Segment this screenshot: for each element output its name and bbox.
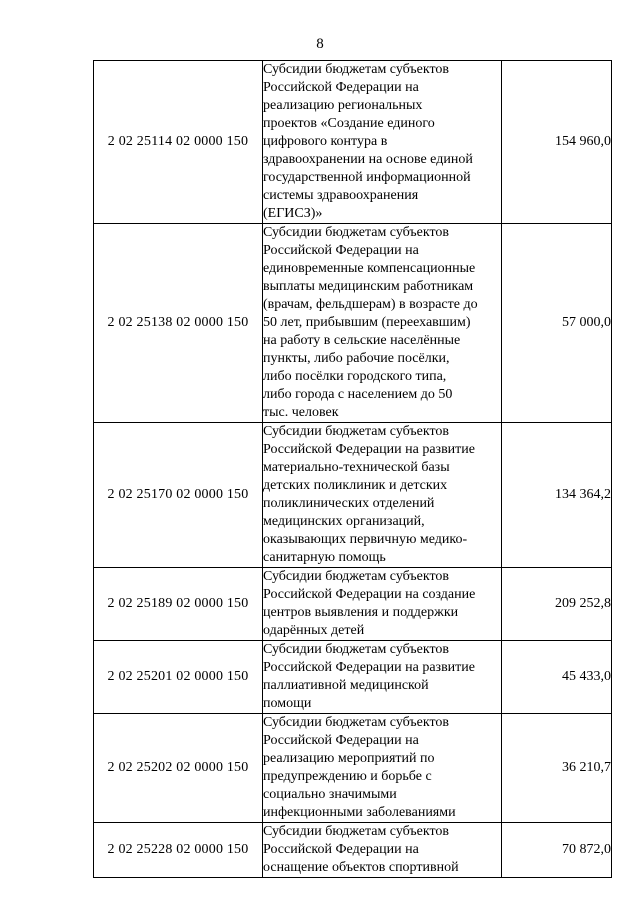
description-line: одарённых детей — [263, 623, 365, 638]
description-line: либо города с населением до 50 — [263, 387, 453, 402]
budget-code: 2 02 25138 02 0000 150 — [94, 224, 263, 423]
budget-table — [93, 60, 612, 878]
table-row — [94, 224, 612, 423]
description-line: оснащение объектов спортивной — [263, 860, 459, 875]
amount: 154 960,0 — [502, 61, 612, 224]
amount: 57 000,0 — [502, 224, 612, 423]
description-line: санитарную помощь — [263, 550, 386, 565]
budget-code: 2 02 25202 02 0000 150 — [94, 714, 263, 823]
table-row — [94, 61, 612, 224]
description-line: оказывающих первичную медико- — [263, 532, 468, 547]
description-line: паллиативной медицинской — [263, 678, 429, 693]
description-line: (ЕГИСЗ)» — [263, 206, 323, 221]
description-line: либо посёлки городского типа, — [263, 369, 447, 384]
description-line: поликлинических отделений — [263, 496, 435, 511]
description — [263, 641, 502, 714]
budget-code: 2 02 25114 02 0000 150 — [94, 61, 263, 224]
description-line: (врачам, фельдшерам) в возрасте до — [263, 297, 478, 312]
description-line: Субсидии бюджетам субъектов — [263, 824, 450, 839]
description-line: детских поликлиник и детских — [263, 478, 448, 493]
budget-code: 2 02 25201 02 0000 150 — [94, 641, 263, 714]
description-line: Российской Федерации на — [263, 842, 419, 857]
amount: 36 210,7 — [502, 714, 612, 823]
amount: 209 252,8 — [502, 568, 612, 641]
description-line: Субсидии бюджетам субъектов — [263, 424, 450, 439]
description-line: Российской Федерации на — [263, 80, 419, 95]
description-line: Субсидии бюджетам субъектов — [263, 225, 450, 240]
description-line: государственной информационной — [263, 170, 471, 185]
description-line: предупреждению и борьбе с — [263, 769, 432, 784]
description-line: единовременные компенсационные — [263, 261, 476, 276]
description — [263, 568, 502, 641]
description — [263, 823, 502, 878]
amount: 70 872,0 — [502, 823, 612, 878]
description-line: Субсидии бюджетам субъектов — [263, 642, 450, 657]
budget-code: 2 02 25228 02 0000 150 — [94, 823, 263, 878]
budget-code: 2 02 25189 02 0000 150 — [94, 568, 263, 641]
description — [263, 61, 502, 224]
description-line: материально-технической базы — [263, 460, 450, 475]
description — [263, 224, 502, 423]
table-row — [94, 423, 612, 568]
description-line: здравоохранении на основе единой — [263, 152, 473, 167]
description-line: пункты, либо рабочие посёлки, — [263, 351, 450, 366]
table-row — [94, 823, 612, 878]
page-number: 8 — [316, 36, 324, 52]
table-row — [94, 568, 612, 641]
description — [263, 423, 502, 568]
description-line: Субсидии бюджетам субъектов — [263, 569, 450, 584]
amount: 45 433,0 — [502, 641, 612, 714]
description-line: помощи — [263, 696, 312, 711]
description-line: инфекционными заболеваниями — [263, 805, 456, 820]
description-line: Российской Федерации на развитие — [263, 442, 475, 457]
table-row — [94, 641, 612, 714]
description-line: социально значимыми — [263, 787, 397, 802]
table-row — [94, 714, 612, 823]
description-line: Российской Федерации на создание — [263, 587, 476, 602]
description-line: Российской Федерации на развитие — [263, 660, 475, 675]
description — [263, 714, 502, 823]
amount: 134 364,2 — [502, 423, 612, 568]
description-line: реализацию региональных — [263, 98, 423, 113]
description-line: проектов «Создание единого — [263, 116, 435, 131]
description-line: Российской Федерации на — [263, 243, 419, 258]
budget-code: 2 02 25170 02 0000 150 — [94, 423, 263, 568]
description-line: Субсидии бюджетам субъектов — [263, 715, 450, 730]
description-line: реализацию мероприятий по — [263, 751, 435, 766]
description-line: центров выявления и поддержки — [263, 605, 459, 620]
description-line: 50 лет, прибывшим (переехавшим) — [263, 315, 471, 330]
description-line: системы здравоохранения — [263, 188, 419, 203]
description-line: медицинских организаций, — [263, 514, 425, 529]
description-line: Субсидии бюджетам субъектов — [263, 62, 450, 77]
description-line: тыс. человек — [263, 405, 339, 420]
description-line: выплаты медицинским работникам — [263, 279, 474, 294]
description-line: цифрового контура в — [263, 134, 388, 149]
description-line: на работу в сельские населённые — [263, 333, 461, 348]
description-line: Российской Федерации на — [263, 733, 419, 748]
